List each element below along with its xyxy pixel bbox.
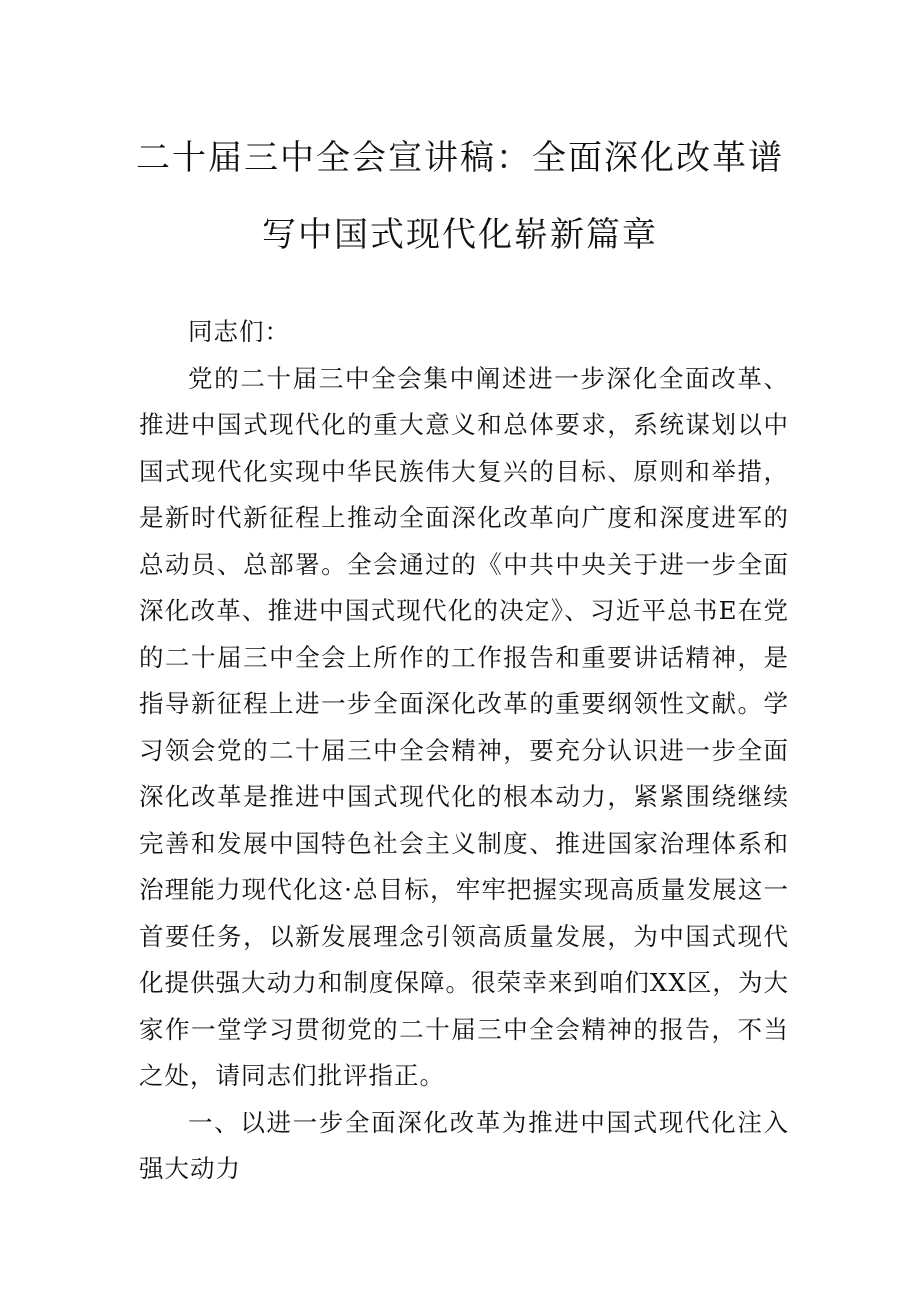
document-title-line-1: 二十届三中全会宣讲稿：全面深化改革谱 — [136, 138, 784, 178]
salutation: 同志们： — [188, 317, 290, 346]
section-heading-1: 一、以进一步全面深化改革为推进中国式现代化注入强大动力 — [139, 1107, 789, 1183]
paragraph-intro: 党的二十届三中全会集中阐述进一步深化全面改革、推进中国式现代化的重大意义和总体要求，系统谋划以中国式现代化实现中华民族伟大复兴的目标、原则和举措，是新时代新征程上推动全面深化改革向广度和深度进军的总动员、总部署。全会通过的《中共中央关于进一步全面深化改革、推进中国式现代化的决定》、习近平总书E在党的二十届三中全会上所作的工作报告和重要讲话精神，是指导新征程上进一步全面深化改革的重要纲领性文献。学习领会党的二十届三中全会精神，要充分认识进一步全面深化改革是推进中国式现代化的根本动力，紧紧围绕继续完善和发展中国特色社会主义制度、推进国家治理体系和治理能力现代化这·总目标，牢牢把握实现高质量发展这一首要任务，以新发展理念引领高质量发展，为中国式现代化提供强大动力和制度保障。很荣幸来到咱们XX区，为大家作一堂学习贯彻党的二十届三中全会精神的报告，不当之处，请同志们批评指正。 — [139, 363, 789, 1090]
document-title-line-2: 写中国式现代化崭新篇章 — [262, 215, 658, 255]
document-body — [139, 309, 789, 1193]
